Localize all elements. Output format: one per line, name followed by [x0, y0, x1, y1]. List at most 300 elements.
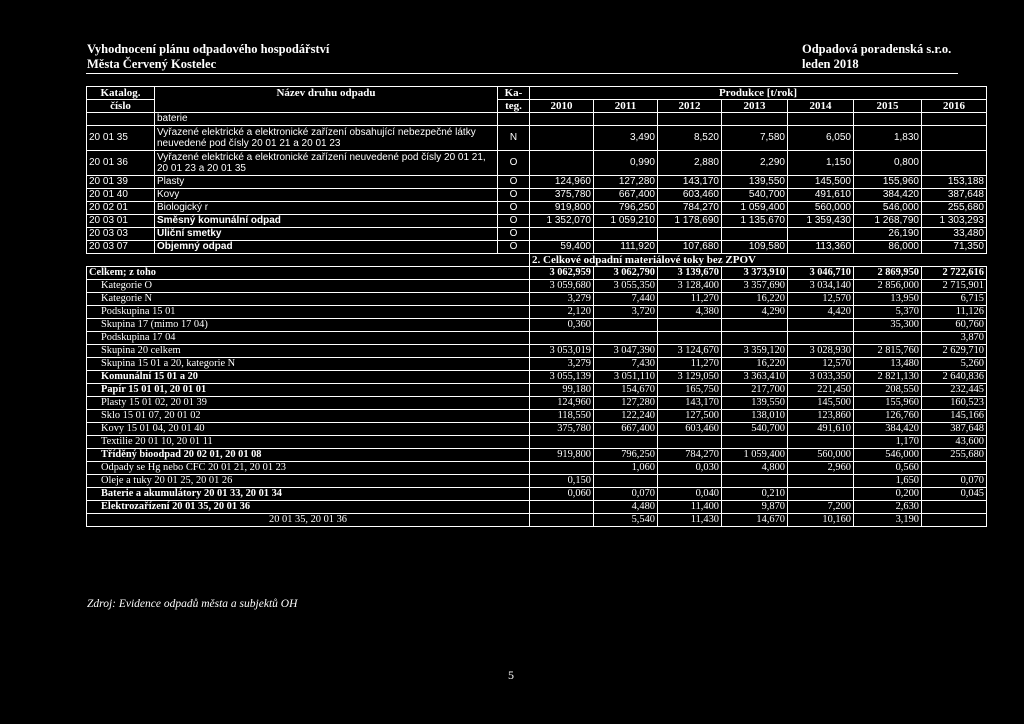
page-number: 5 [508, 668, 514, 682]
summary-value: 11,270 [658, 293, 722, 306]
row-value: 375,780 [530, 189, 594, 202]
summary-value: 221,450 [788, 384, 854, 397]
section-title-row [87, 254, 987, 267]
summary-row [87, 280, 987, 293]
summary-value: 0,360 [530, 319, 594, 332]
summary-value: 2,120 [530, 306, 594, 319]
summary-value [922, 514, 987, 527]
summary-value: 540,700 [722, 423, 788, 436]
row-code: 20 02 01 [87, 202, 155, 215]
summary-value: 35,300 [854, 319, 922, 332]
row-name: Směsný komunální odpad [155, 215, 498, 228]
summary-value: 3 034,140 [788, 280, 854, 293]
table-row [87, 189, 987, 202]
summary-value: 5,370 [854, 306, 922, 319]
row-value [722, 113, 788, 126]
summary-value [788, 436, 854, 449]
summary-name: Skupina 20 celkem [87, 345, 530, 358]
summary-value: 603,460 [658, 423, 722, 436]
summary-value: 127,280 [594, 397, 658, 410]
summary-value: 6,715 [922, 293, 987, 306]
summary-value: 3 062,790 [594, 267, 658, 280]
summary-value: 560,000 [788, 449, 854, 462]
summary-value: 13,950 [854, 293, 922, 306]
summary-value: 5,260 [922, 358, 987, 371]
summary-value [722, 475, 788, 488]
col-kat2: teg. [498, 100, 530, 113]
summary-value: 12,570 [788, 358, 854, 371]
document-subtitle: Města Červený Kostelec [87, 57, 217, 71]
summary-value: 3,190 [854, 514, 922, 527]
row-value: 796,250 [594, 202, 658, 215]
summary-value: 3 129,050 [658, 371, 722, 384]
summary-value: 2 815,760 [854, 345, 922, 358]
summary-value: 138,010 [722, 410, 788, 423]
summary-value: 99,180 [530, 384, 594, 397]
year-header: 2014 [788, 100, 854, 113]
row-value: 59,400 [530, 241, 594, 254]
summary-row [87, 319, 987, 332]
row-value: 153,188 [922, 176, 987, 189]
summary-value: 10,160 [788, 514, 854, 527]
summary-value: 7,200 [788, 501, 854, 514]
summary-value: 9,870 [722, 501, 788, 514]
summary-name: Kategorie O [87, 280, 530, 293]
summary-value: 60,760 [922, 319, 987, 332]
table-header-row-1 [87, 87, 987, 100]
summary-value: 3 051,110 [594, 371, 658, 384]
row-code: 20 01 40 [87, 189, 155, 202]
year-header: 2012 [658, 100, 722, 113]
section-title-spacer [87, 254, 530, 267]
summary-value: 155,960 [854, 397, 922, 410]
summary-value: 143,170 [658, 397, 722, 410]
summary-value: 387,648 [922, 423, 987, 436]
summary-value: 0,560 [854, 462, 922, 475]
summary-value: 0,040 [658, 488, 722, 501]
row-value [922, 113, 987, 126]
summary-value: 145,500 [788, 397, 854, 410]
year-header: 2011 [594, 100, 658, 113]
row-category: O [498, 176, 530, 189]
summary-row [87, 462, 987, 475]
row-name: Plasty [155, 176, 498, 189]
row-value: 7,580 [722, 126, 788, 151]
row-value: 1 059,400 [722, 202, 788, 215]
summary-value: 160,523 [922, 397, 987, 410]
row-value [530, 228, 594, 241]
row-value: 6,050 [788, 126, 854, 151]
summary-name: Kategorie N [87, 293, 530, 306]
row-value: 1 135,670 [722, 215, 788, 228]
summary-value: 491,610 [788, 423, 854, 436]
summary-value: 667,400 [594, 423, 658, 436]
row-value [722, 228, 788, 241]
summary-value: 11,400 [658, 501, 722, 514]
summary-value: 1,650 [854, 475, 922, 488]
summary-value: 2 715,901 [922, 280, 987, 293]
summary-value: 4,290 [722, 306, 788, 319]
summary-value: 4,480 [594, 501, 658, 514]
row-name: Vyřazené elektrické a elektronické zařízení obsahující nebezpečné látky neuvedené pod čísly 20 01 21 a 20 01 23 [155, 126, 498, 151]
summary-value: 12,570 [788, 293, 854, 306]
summary-value: 1 059,400 [722, 449, 788, 462]
col-nazev: Název druhu odpadu [155, 87, 498, 113]
row-value: 1 178,690 [658, 215, 722, 228]
row-code: 20 03 01 [87, 215, 155, 228]
summary-value: 7,440 [594, 293, 658, 306]
summary-value: 0,060 [530, 488, 594, 501]
summary-value: 145,166 [922, 410, 987, 423]
summary-value [788, 488, 854, 501]
row-value: 491,610 [788, 189, 854, 202]
summary-value: 3 028,930 [788, 345, 854, 358]
summary-row [87, 384, 987, 397]
summary-value: 7,430 [594, 358, 658, 371]
company-name: Odpadová poradenská s.r.o. [802, 42, 952, 56]
section-title: 2. Celkové odpadní materiálové toky bez ZPOV [530, 254, 987, 267]
row-value [530, 151, 594, 176]
row-value: 127,280 [594, 176, 658, 189]
year-header: 2013 [722, 100, 788, 113]
row-value: 3,490 [594, 126, 658, 151]
summary-value: 5,540 [594, 514, 658, 527]
row-category: N [498, 126, 530, 151]
summary-row [87, 293, 987, 306]
row-value: 255,680 [922, 202, 987, 215]
summary-value: 4,800 [722, 462, 788, 475]
row-value: 384,420 [854, 189, 922, 202]
row-name: Biologický r [155, 202, 498, 215]
row-value: 139,550 [722, 176, 788, 189]
row-value: 1 268,790 [854, 215, 922, 228]
summary-value: 43,600 [922, 436, 987, 449]
summary-value: 384,420 [854, 423, 922, 436]
source-note: Zdroj: Evidence odpadů města a subjektů OH [87, 598, 298, 610]
row-value [594, 228, 658, 241]
row-value: 0,800 [854, 151, 922, 176]
summary-row [87, 423, 987, 436]
row-value: 784,270 [658, 202, 722, 215]
row-value: 0,990 [594, 151, 658, 176]
summary-value: 126,760 [854, 410, 922, 423]
summary-row [87, 345, 987, 358]
row-value: 8,520 [658, 126, 722, 151]
row-category: O [498, 228, 530, 241]
row-value [788, 113, 854, 126]
summary-value: 3 062,959 [530, 267, 594, 280]
summary-row [87, 436, 987, 449]
summary-name: Plasty 15 01 02, 20 01 39 [87, 397, 530, 410]
summary-row [87, 267, 987, 280]
summary-value [922, 501, 987, 514]
summary-name: Skupina 15 01 a 20, kategorie N [87, 358, 530, 371]
row-category: O [498, 202, 530, 215]
summary-row [87, 449, 987, 462]
summary-value: 217,700 [722, 384, 788, 397]
summary-name: Kovy 15 01 04, 20 01 40 [87, 423, 530, 436]
summary-row [87, 358, 987, 371]
row-category [498, 113, 530, 126]
header-divider [86, 73, 958, 74]
row-name: Kovy [155, 189, 498, 202]
summary-name: Elektrozařízení 20 01 35, 20 01 36 [87, 501, 530, 514]
summary-value [530, 514, 594, 527]
summary-value: 11,126 [922, 306, 987, 319]
summary-value [594, 332, 658, 345]
summary-value: 139,550 [722, 397, 788, 410]
summary-value [854, 332, 922, 345]
summary-name: Sklo 15 01 07, 20 01 02 [87, 410, 530, 423]
summary-value: 3 046,710 [788, 267, 854, 280]
summary-name: Baterie a akumulátory 20 01 33, 20 01 34 [87, 488, 530, 501]
row-value: 2,880 [658, 151, 722, 176]
summary-value [658, 332, 722, 345]
row-name: Objemný odpad [155, 241, 498, 254]
summary-value: 2,960 [788, 462, 854, 475]
table-row [87, 202, 987, 215]
row-value: 1 352,070 [530, 215, 594, 228]
summary-value: 3 363,410 [722, 371, 788, 384]
row-value: 143,170 [658, 176, 722, 189]
summary-value: 1,060 [594, 462, 658, 475]
row-value: 603,460 [658, 189, 722, 202]
summary-value: 3 124,670 [658, 345, 722, 358]
summary-value: 4,420 [788, 306, 854, 319]
summary-name: Tříděný bioodpad 20 02 01, 20 01 08 [87, 449, 530, 462]
summary-value: 3,279 [530, 293, 594, 306]
summary-row [87, 488, 987, 501]
summary-value [530, 436, 594, 449]
summary-value: 0,150 [530, 475, 594, 488]
summary-row [87, 332, 987, 345]
summary-value: 3 357,690 [722, 280, 788, 293]
summary-value: 11,430 [658, 514, 722, 527]
summary-row [87, 397, 987, 410]
col-katalog: Katalog. [87, 87, 155, 100]
summary-value [788, 332, 854, 345]
summary-value: 375,780 [530, 423, 594, 436]
row-category: O [498, 241, 530, 254]
summary-value [922, 462, 987, 475]
row-value: 1 303,293 [922, 215, 987, 228]
summary-value [788, 475, 854, 488]
summary-value: 3 139,670 [658, 267, 722, 280]
summary-value: 0,045 [922, 488, 987, 501]
summary-value [722, 319, 788, 332]
row-value [594, 113, 658, 126]
row-value [658, 228, 722, 241]
summary-value: 2 821,130 [854, 371, 922, 384]
summary-value: 232,445 [922, 384, 987, 397]
summary-row [87, 501, 987, 514]
summary-value: 123,860 [788, 410, 854, 423]
row-name: baterie [155, 113, 498, 126]
row-value: 111,920 [594, 241, 658, 254]
summary-value [658, 319, 722, 332]
summary-value [594, 436, 658, 449]
summary-name: Oleje a tuky 20 01 25, 20 01 26 [87, 475, 530, 488]
summary-name: 20 01 35, 20 01 36 [87, 514, 530, 527]
summary-value: 118,550 [530, 410, 594, 423]
row-code: 20 01 35 [87, 126, 155, 151]
row-code: 20 01 39 [87, 176, 155, 189]
row-value: 1 059,210 [594, 215, 658, 228]
row-value: 124,960 [530, 176, 594, 189]
summary-value: 13,480 [854, 358, 922, 371]
summary-value: 0,030 [658, 462, 722, 475]
summary-value: 165,750 [658, 384, 722, 397]
header-right [802, 42, 951, 72]
summary-value: 0,070 [922, 475, 987, 488]
table-row [87, 113, 987, 126]
summary-value [722, 436, 788, 449]
row-value: 33,480 [922, 228, 987, 241]
row-value: 1,830 [854, 126, 922, 151]
summary-value: 3 359,120 [722, 345, 788, 358]
summary-value: 255,680 [922, 449, 987, 462]
row-value: 2,290 [722, 151, 788, 176]
summary-value [594, 319, 658, 332]
row-value: 155,960 [854, 176, 922, 189]
document-date: leden 2018 [802, 57, 859, 71]
col-produkce: Produkce [t/rok] [530, 87, 987, 100]
summary-name: Odpady se Hg nebo CFC 20 01 21, 20 01 23 [87, 462, 530, 475]
summary-value: 2 856,000 [854, 280, 922, 293]
summary-value: 3 373,910 [722, 267, 788, 280]
row-value: 919,800 [530, 202, 594, 215]
summary-value: 1,170 [854, 436, 922, 449]
row-name: Vyřazené elektrické a elektronické zařízení neuvedené pod čísly 20 01 21, 20 01 23 a 20 01 35 [155, 151, 498, 176]
summary-value: 3 059,680 [530, 280, 594, 293]
summary-value [658, 475, 722, 488]
summary-name: Podskupina 17 04 [87, 332, 530, 345]
row-value: 86,000 [854, 241, 922, 254]
summary-value [594, 475, 658, 488]
summary-value [658, 436, 722, 449]
summary-value: 3 047,390 [594, 345, 658, 358]
row-value: 71,350 [922, 241, 987, 254]
row-category: O [498, 215, 530, 228]
row-value: 1 359,430 [788, 215, 854, 228]
summary-row [87, 371, 987, 384]
header-left [87, 42, 329, 72]
summary-value: 3 055,350 [594, 280, 658, 293]
col-cislo: číslo [87, 100, 155, 113]
row-code: 20 03 07 [87, 241, 155, 254]
row-value [530, 126, 594, 151]
year-header: 2015 [854, 100, 922, 113]
row-value: 1,150 [788, 151, 854, 176]
summary-value [722, 332, 788, 345]
row-code: 20 01 36 [87, 151, 155, 176]
row-value [922, 126, 987, 151]
summary-value: 2 629,710 [922, 345, 987, 358]
summary-value: 0,200 [854, 488, 922, 501]
summary-row [87, 306, 987, 319]
row-value: 26,190 [854, 228, 922, 241]
summary-value: 11,270 [658, 358, 722, 371]
summary-value: 796,250 [594, 449, 658, 462]
summary-value: 784,270 [658, 449, 722, 462]
summary-value: 4,380 [658, 306, 722, 319]
row-value [788, 228, 854, 241]
row-value: 387,648 [922, 189, 987, 202]
summary-value: 3,720 [594, 306, 658, 319]
document-title: Vyhodnocení plánu odpadového hospodářství [87, 42, 330, 56]
table-row [87, 176, 987, 189]
summary-value: 0,070 [594, 488, 658, 501]
summary-value: 3 055,139 [530, 371, 594, 384]
row-category: O [498, 151, 530, 176]
summary-value: 546,000 [854, 449, 922, 462]
summary-value: 3 128,400 [658, 280, 722, 293]
summary-value: 14,670 [722, 514, 788, 527]
row-category: O [498, 189, 530, 202]
row-value: 109,580 [722, 241, 788, 254]
summary-value: 16,220 [722, 358, 788, 371]
summary-value: 919,800 [530, 449, 594, 462]
summary-value [530, 462, 594, 475]
summary-value: 2 640,836 [922, 371, 987, 384]
summary-value: 2 722,616 [922, 267, 987, 280]
summary-value: 124,960 [530, 397, 594, 410]
summary-name: Podskupina 15 01 [87, 306, 530, 319]
summary-value: 0,210 [722, 488, 788, 501]
summary-row [87, 475, 987, 488]
row-value: 560,000 [788, 202, 854, 215]
table-row [87, 126, 987, 151]
table-row [87, 215, 987, 228]
summary-value: 3,279 [530, 358, 594, 371]
row-value [922, 151, 987, 176]
summary-value: 2,630 [854, 501, 922, 514]
summary-value: 3 053,019 [530, 345, 594, 358]
table-row [87, 228, 987, 241]
summary-value: 208,550 [854, 384, 922, 397]
summary-row [87, 514, 987, 527]
row-name: Uliční smetky [155, 228, 498, 241]
table-row [87, 241, 987, 254]
summary-name: Komunální 15 01 a 20 [87, 371, 530, 384]
waste-table [86, 86, 987, 527]
year-header: 2016 [922, 100, 987, 113]
summary-value: 122,240 [594, 410, 658, 423]
summary-value: 16,220 [722, 293, 788, 306]
row-value: 540,700 [722, 189, 788, 202]
row-code [87, 113, 155, 126]
row-value: 667,400 [594, 189, 658, 202]
summary-row [87, 410, 987, 423]
row-value [854, 113, 922, 126]
summary-name: Skupina 17 (mimo 17 04) [87, 319, 530, 332]
summary-value: 3,870 [922, 332, 987, 345]
row-value: 145,500 [788, 176, 854, 189]
summary-value: 154,670 [594, 384, 658, 397]
summary-value: 127,500 [658, 410, 722, 423]
summary-name: Papír 15 01 01, 20 01 01 [87, 384, 530, 397]
row-code: 20 03 03 [87, 228, 155, 241]
row-value [530, 113, 594, 126]
row-value: 107,680 [658, 241, 722, 254]
row-value: 113,360 [788, 241, 854, 254]
summary-name: Textilie 20 01 10, 20 01 11 [87, 436, 530, 449]
summary-name: Celkem; z toho [87, 267, 530, 280]
row-value: 546,000 [854, 202, 922, 215]
summary-value [530, 332, 594, 345]
row-value [658, 113, 722, 126]
summary-value [788, 319, 854, 332]
